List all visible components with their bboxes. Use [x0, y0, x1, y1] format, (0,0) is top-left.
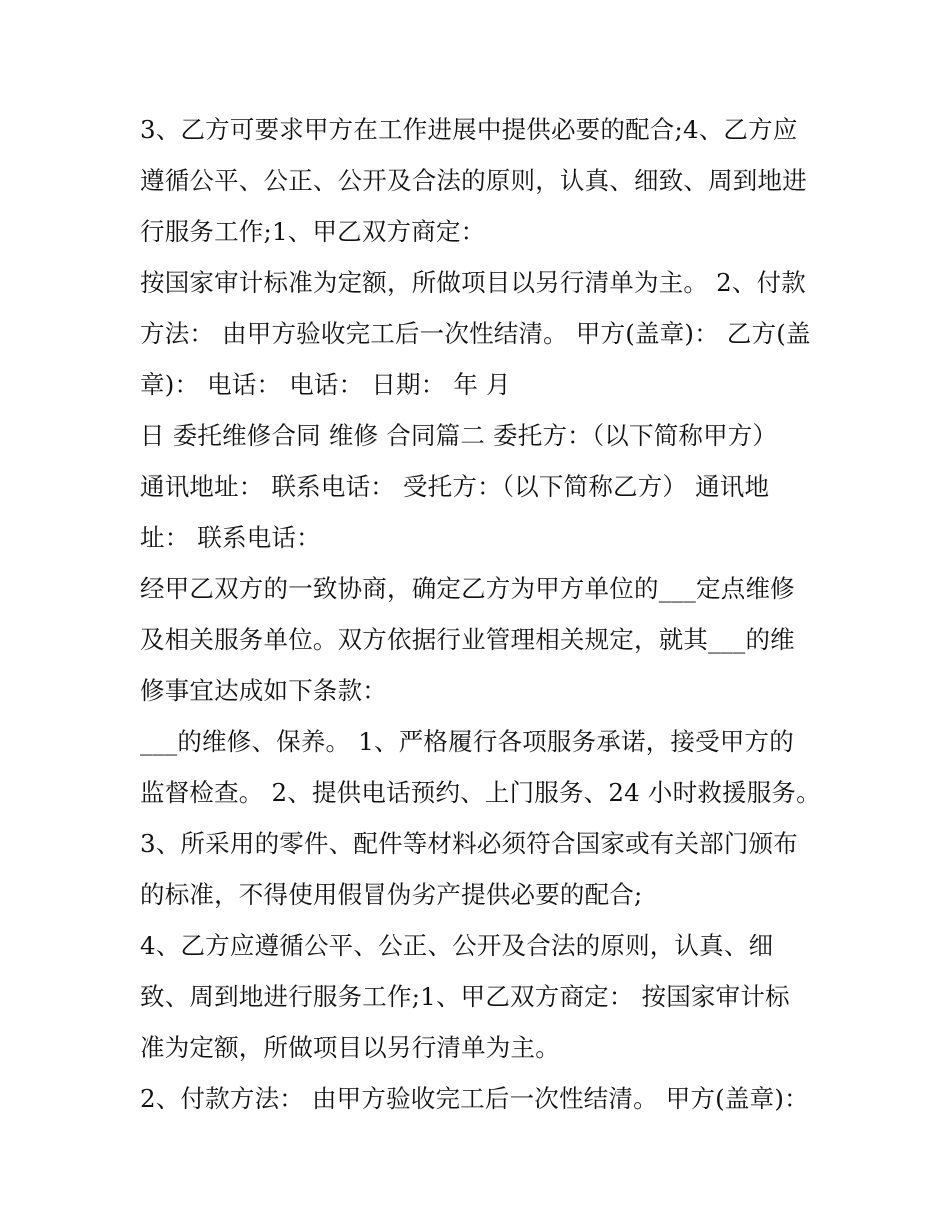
text-line: 章)： 电话： 电话： 日期： 年 月: [140, 370, 511, 399]
text-line: 日 委托维修合同 维修 合同篇二 委托方：（以下简称甲方）: [140, 421, 778, 450]
text-line: 监督检查。 2、提供电话预约、上门服务、24 小时救援服务。: [140, 778, 821, 807]
text-line: 行服务工作;1、甲乙双方商定：: [140, 217, 486, 246]
text-line: 方法： 由甲方验收完工后一次性结清。 甲方(盖章)： 乙方(盖: [140, 319, 811, 348]
text-line: 2、付款方法： 由甲方验收完工后一次性结清。 甲方(盖章)：: [140, 1084, 809, 1113]
text-line: 址： 联系电话：: [140, 523, 321, 552]
text-line: 遵循公平、公正、公开及合法的原则，认真、细致、周到地进: [140, 166, 807, 195]
text-line: 3、乙方可要求甲方在工作进展中提供必要的配合;4、乙方应: [140, 115, 798, 144]
text-line: 准为定额，所做项目以另行清单为主。: [140, 1033, 560, 1062]
text-line: 的标准，不得使用假冒伪劣产提供必要的配合;: [140, 880, 643, 909]
text-line: ___的维修、保养。 1、严格履行各项服务承诺，接受甲方的: [140, 727, 794, 756]
text-line: 4、乙方应遵循公平、公正、公开及合法的原则，认真、细: [140, 931, 774, 960]
text-line: 按国家审计标准为定额，所做项目以另行清单为主。 2、付款: [140, 268, 806, 297]
text-line: 通讯地址： 联系电话： 受托方：（以下简称乙方） 通讯地: [140, 472, 770, 501]
text-line: 经甲乙双方的一致协商，确定乙方为甲方单位的___定点维修: [140, 574, 795, 603]
text-line: 3、所采用的零件、配件等材料必须符合国家或有关部门颁布: [140, 829, 798, 858]
text-line: 及相关服务单位。双方依据行业管理相关规定，就其___的维: [140, 625, 795, 654]
text-line: 致、周到地进行服务工作;1、甲乙双方商定： 按国家审计标: [140, 982, 790, 1011]
text-line: 修事宜达成如下条款：: [140, 676, 387, 705]
